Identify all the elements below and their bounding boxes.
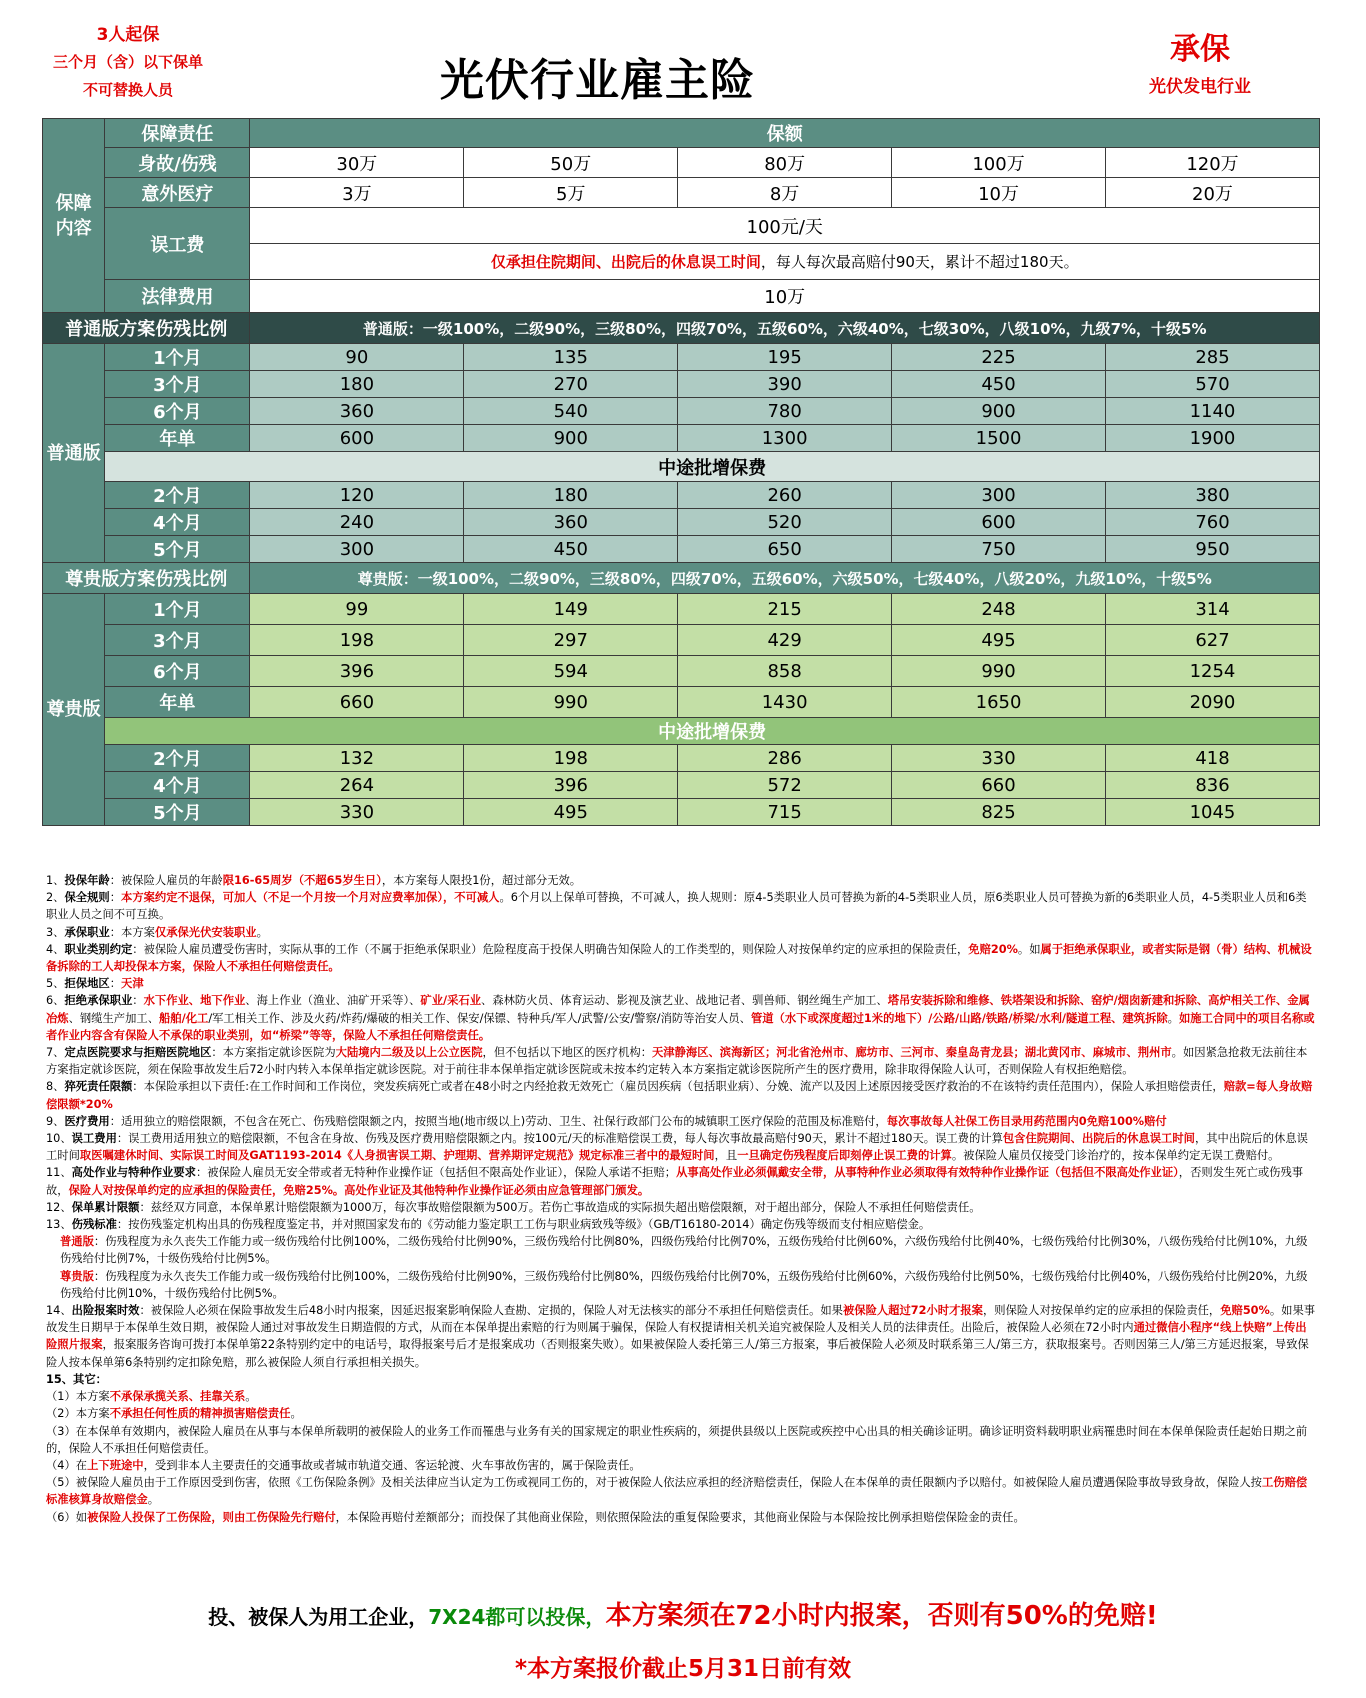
premium-cell: 627 [1105,625,1319,656]
premium-cell: 135 [464,344,678,371]
premium-ratio-text: 尊贵版：一级100%，二级90%，三级80%，四级70%，五级60%，六级50%，七级40%，八级20%，九级10%，十级5% [250,563,1320,594]
premium-cell: 297 [464,625,678,656]
premium-cell: 390 [678,371,892,398]
premium-cell: 495 [464,799,678,826]
premium-cell: 330 [892,745,1106,772]
term-label: 5个月 [105,536,250,563]
premium-cell: 99 [250,594,464,625]
standard-section-label: 普通版 [43,344,105,563]
standard-mid-header: 中途批增保费 [105,452,1320,482]
term-label: 3个月 [105,371,250,398]
note-item: 13、伤残标准：按伤残鉴定机构出具的伤残程度鉴定书，并对照国家发布的《劳动能力鉴定职工工伤与职业病致残等级》（GB/T16180-2014）确定伤残等级而支付相应赔偿金。 [46,1218,931,1232]
premium-cell: 570 [1105,371,1319,398]
note-item: 普通版：伤残程度为永久丧失工作能力或一级伤残给付比例100%，二级伤残给付比例90%，三级伤残给付比例80%，四级伤残给付比例70%，五级伤残给付比例60%，六级伤残给付比例40%，七级伤残给付比例30%，八级伤残给付比例10%，九级伤残给付比例7%，十级伤残给付比例5%。 [60,1235,1308,1266]
premium-cell: 1045 [1105,799,1319,826]
premium-cell: 1254 [1105,656,1319,687]
premium-cell: 132 [250,745,464,772]
coverage-section-label: 保障内容 [43,119,105,313]
term-label: 2个月 [105,482,250,509]
note-item: （2）本方案不承担任何性质的精神损害赔偿责任。 [46,1407,302,1421]
premium-cell: 286 [678,745,892,772]
premium-cell: 650 [678,536,892,563]
note-item: （1）本方案不承保承揽关系、挂靠关系。 [46,1390,257,1404]
min-insured-note: 3人起保 [96,25,160,45]
premium-cell: 825 [892,799,1106,826]
premium-cell: 360 [464,509,678,536]
premium-cell: 1140 [1105,398,1319,425]
term-label: 4个月 [105,772,250,799]
medical-amount: 3万 [250,178,464,208]
premium-cell: 120 [250,482,464,509]
footer-buyer: 投、被保人为用工企业， [208,1605,429,1629]
lost-work-note [250,244,1320,280]
footer-hours: 7X24都可以投保， [428,1605,606,1629]
premium-cell: 780 [678,398,892,425]
page-title: 光伏行业雇主险 [440,55,755,106]
amount-header: 保额 [250,119,1320,148]
premium-cell: 380 [1105,482,1319,509]
footer-validity: *本方案报价截止5月31日前有效 [514,1656,852,1682]
note-item: 7、定点医院要求与拒赔医院地区：本方案指定就诊医院为大陆境内二级及以上公立医院，但不包括以下地区的医疗机构：天津静海区、滨海新区；河北省沧州市、廊坊市、三河市、秦皇岛青龙县；湖北黄冈市、麻城市、荆州市。如因紧急抢救无法前往本方案指定就诊医院，须在保险事故发生后72小时内转入本保单指定就诊医院。对于前往非本保单指定就诊医院或未按本约定转入本方案指定就诊医院所产生的医疗费用，除非取得保险人认可，否则保险人有权拒绝赔偿。 [46,1046,1308,1077]
premium-cell: 248 [892,594,1106,625]
underwriting-scope [1120,30,1280,104]
premium-cell: 418 [1105,745,1319,772]
term-label: 1个月 [105,594,250,625]
plan-table [42,118,1320,826]
premium-cell: 858 [678,656,892,687]
death-amount: 50万 [464,148,678,178]
premium-cell: 330 [250,799,464,826]
premium-cell: 540 [464,398,678,425]
premium-cell: 900 [464,425,678,452]
note-item: （5）被保险人雇员由于工作原因受到伤害，依照《工伤保险条例》及相关法律应当认定为工伤或视同工伤的，对于被保险人依法应承担的经济赔偿责任，保险人在本保单的责任限额内予以赔付。如被保险人雇员遭遇保险事故导致身故，保险人按工伤赔偿标准核算身故赔偿金。 [46,1476,1308,1507]
premium-cell: 1300 [678,425,892,452]
note-item: 11、高处作业与特种作业要求：被保险人雇员无安全带或者无特种作业操作证（包括但不限高处作业证），保险人承诺不拒赔；从事高处作业必须佩戴安全带，从事特种作业必须取得有效特种作业操作证（包括但不限高处作业证），否则发生死亡或伤残事故，保险人对按保单约定的应承担的保险责任，免赔25%。高处作业证及其他特种作业操作证必须由应急管理部门颁发。 [46,1166,1304,1197]
note-item: 6、拒绝承保职业：水下作业、地下作业、海上作业（渔业、油矿开采等）、矿业/采石业、森林防火员、体育运动、影视及演艺业、战地记者、驯兽师、钢丝绳生产加工、塔吊安装拆除和维修、铁塔架设和拆除、窑炉/烟囱新建和拆除、高炉相关工作、金属冶炼、钢缆生产加工、船舶/化工/军工相关工作、涉及火药/炸药/爆破的相关工作、保安/保镖、特种兵/军人/武警/公安/警察/消防等治安人员、管道（水下或深度超过1米的地下）/公路/山路/铁路/桥梁/水利/隧道工程、建筑拆除。如施工合同中的项目名称或者作业内容含有保险人不承保的职业类别，如“桥梁”等等，保险人不承担任何赔偿责任。 [46,994,1315,1042]
premium-cell: 450 [464,536,678,563]
premium-ratio-label: 尊贵版方案伤残比例 [43,563,250,594]
note-item: 15、其它： [46,1372,107,1386]
death-amount: 120万 [1105,148,1319,178]
premium-cell: 215 [678,594,892,625]
medical-amount: 5万 [464,178,678,208]
premium-cell: 198 [464,745,678,772]
footer-notice [0,1595,1366,1632]
lost-work-note-text: ，每人每次最高赔付90天，累计不超过180天。 [760,253,1079,271]
premium-cell: 600 [892,509,1106,536]
premium-cell: 90 [250,344,464,371]
note-item: 9、医疗费用：适用独立的赔偿限额，不包含在死亡、伤残赔偿限额之内，按照当地(地市级以上)劳动、卫生、社保行政部门公布的城镇职工医疗保险的范围及标准赔付，每次事故每人社保工伤目录用药范围内0免赔100%赔付 [46,1114,1167,1128]
premium-cell: 594 [464,656,678,687]
premium-cell: 450 [892,371,1106,398]
standard-ratio-label: 普通版方案伤残比例 [43,313,250,344]
medical-label: 意外医疗 [105,178,250,208]
premium-cell: 264 [250,772,464,799]
premium-cell: 600 [250,425,464,452]
note-item: 10、误工费用：误工费用适用独立的赔偿限额，不包含在身故、伤残及医疗费用赔偿限额之内。按100元/天的标准赔偿误工费，每人每次事故最高赔付90天，累计不超过180天。误工费的计算包含住院期间、出院后的休息误工时间，其中出院后的休息误工时间取医嘱建休时间、实际误工时间及GAT1193-2014《人身损害误工期、护理期、营养期评定规范》规定标准三者中的最短时间，且一旦确定伤残程度后即刻停止误工费的计算。被保险人雇员仅接受门诊治疗的，按本保单约定无误工费赔付。 [46,1132,1308,1163]
premium-cell: 198 [250,625,464,656]
industry-label: 光伏发电行业 [1149,77,1251,97]
premium-cell: 240 [250,509,464,536]
note-item: （6）如被保险人投保了工伤保险，则由工伤保险先行赔付，本保险再赔付差额部分；而投保了其他商业保险，则依照保险法的重复保险要求，其他商业保险与本保险按比例承担赔偿保险金的责任。 [46,1510,1025,1524]
term-label: 6个月 [105,398,250,425]
premium-cell: 396 [250,656,464,687]
note-item: 3、承保职业：本方案仅承保光伏安装职业。 [46,925,268,939]
medical-amount: 20万 [1105,178,1319,208]
premium-cell: 760 [1105,509,1319,536]
premium-cell: 1500 [892,425,1106,452]
note-item: 2、保全规则：本方案约定不退保，可加人（不足一个月按一个月对应费率加保），不可减人。6个月以上保单可替换，不可减人，换人规则：原4-5类职业人员可替换为新的4-5类职业人员，原6类职业人员可替换为新的6类职业人员，4-5类职业人员和6类职业人员之间不可互换。 [46,891,1307,922]
underwriting-label: 承保 [1170,32,1230,67]
note-item: 4、职业类别约定：被保险人雇员遭受伤害时，实际从事的工作（不属于拒绝承保职业）危险程度高于投保人明确告知保险人的工作类型的，则保险人对按保单约定的应承担的保险责任，免赔20%。如属于拒绝承保职业，或者实际是钢（骨）结构、机械设备拆除的工人却投保本方案，保险人不承担任何赔偿责任。 [46,942,1312,974]
premium-cell: 495 [892,625,1106,656]
medical-amount: 8万 [678,178,892,208]
premium-cell: 990 [464,687,678,718]
term-label: 4个月 [105,509,250,536]
standard-ratio-text: 普通版：一级100%，二级90%，三级80%，四级70%，五级60%，六级40%，七级30%，八级10%，九级7%，十级5% [250,313,1320,344]
coverage-col-label: 保障责任 [105,119,250,148]
premium-cell: 1430 [678,687,892,718]
death-amount: 80万 [678,148,892,178]
premium-cell: 270 [464,371,678,398]
note-item: （4）在上下班途中，受到非本人主要责任的交通事故或者城市轨道交通、客运轮渡、火车事故伤害的，属于保险责任。 [46,1458,641,1472]
death-amount: 100万 [892,148,1106,178]
death-label: 身故/伤残 [105,148,250,178]
footer-claim-warning: 本方案须在72小时内报案，否则有50%的免赔! [605,1601,1158,1631]
premium-cell: 300 [892,482,1106,509]
legal-label: 法律费用 [105,280,250,313]
premium-cell: 572 [678,772,892,799]
premium-cell: 180 [250,371,464,398]
premium-cell: 260 [678,482,892,509]
short-term-note: 三个月（含）以下保单 [52,53,203,71]
plan-conditions [48,22,208,104]
note-item: 尊贵版：伤残程度为永久丧失工作能力或一级伤残给付比例100%，二级伤残给付比例90%，三级伤残给付比例80%，四级伤残给付比例70%，五级伤残给付比例60%，六级伤残给付比例50%，七级伤残给付比例40%，八级伤残给付比例20%，九级伤残给付比例10%，十级伤残给付比例5%。 [60,1269,1308,1300]
premium-cell: 1650 [892,687,1106,718]
note-item: （3）在本保单有效期内，被保险人雇员在从事与本保单所载明的被保险人的业务工作而罹患与业务有关的国家规定的职业性疾病的，须提供县级以上医院或疾控中心出具的相关确诊证明。确诊证明资料载明职业病罹患时间在本保单保险责任起始日期之前的，保险人不承担任何赔偿责任。 [46,1424,1308,1455]
premium-cell: 660 [892,772,1106,799]
premium-cell: 225 [892,344,1106,371]
legal-value: 10万 [250,280,1320,313]
premium-cell: 285 [1105,344,1319,371]
premium-cell: 2090 [1105,687,1319,718]
premium-cell: 836 [1105,772,1319,799]
premium-cell: 990 [892,656,1106,687]
premium-cell: 1900 [1105,425,1319,452]
premium-cell: 180 [464,482,678,509]
no-replace-note: 不可替换人员 [82,81,173,99]
term-label: 5个月 [105,799,250,826]
terms-notes [46,872,1316,1526]
premium-cell: 660 [250,687,464,718]
premium-cell: 300 [250,536,464,563]
premium-cell: 396 [464,772,678,799]
note-item: 1、投保年龄：被保险人雇员的年龄限16-65周岁（不超65岁生日），本方案每人限投1份，超过部分无效。 [46,874,582,887]
premium-cell: 360 [250,398,464,425]
medical-amount: 10万 [892,178,1106,208]
note-item: 14、出险报案时效：被保险人必须在保险事故发生后48小时内报案，因延迟报案影响保险人查勘、定损的，保险人对无法核实的部分不承担任何赔偿责任。如果被保险人超过72小时才报案，则保险人对按保单约定的应承担的保险责任，免赔50%。如果事故发生日期早于本保单生效日期，被保险人通过对事故发生日期造假的方式，从而在本保单提出索赔的行为则属于骗保，保险人有权提请相关机关追究被保险人及相关人员的法律责任。出险后，被保险人必须在72小时内通过微信小程序“线上快赔”上传出险照片报案，报案服务咨询可拨打本保单第22条特别约定中的电话号，取得报案号后才是报案成功（否则报案失败）。如果被保险人委托第三人/第三方报案，事后被保险人必须及时联系第三人/第三方，获取报案号。否则因第三人/第三方延迟报案，导致保险人按本保单第6条特别约定扣除免赔，那么被保险人须自行承担相关损失。 [46,1304,1316,1369]
premium-cell: 520 [678,509,892,536]
premium-cell: 195 [678,344,892,371]
lost-work-label: 误工费 [105,208,250,280]
lost-work-note-highlight: 仅承担住院期间、出院后的休息误工时间 [490,253,761,271]
lost-work-value: 100元/天 [250,208,1320,244]
premium-cell: 750 [892,536,1106,563]
premium-cell: 429 [678,625,892,656]
premium-cell: 149 [464,594,678,625]
term-label: 3个月 [105,625,250,656]
premium-cell: 314 [1105,594,1319,625]
premium-cell: 715 [678,799,892,826]
premium-section-label: 尊贵版 [43,594,105,826]
term-label: 2个月 [105,745,250,772]
death-amount: 30万 [250,148,464,178]
premium-cell: 950 [1105,536,1319,563]
note-item: 12、保单累计限额：兹经双方同意，本保单累计赔偿限额为1000万，每次事故赔偿限额为500万。若伤亡事故造成的实际损失超出赔偿限额，对于超出部分，保险人不承担任何赔偿责任。 [46,1200,981,1214]
premium-cell: 900 [892,398,1106,425]
term-label: 1个月 [105,344,250,371]
note-item: 5、拒保地区：天津 [46,977,144,991]
term-label: 年单 [105,425,250,452]
term-label: 年单 [105,687,250,718]
note-item: 8、猝死责任限额：本保险承担以下责任:在工作时间和工作岗位，突发疾病死亡或者在48小时之内经抢救无效死亡（雇员因疾病（包括职业病）、分娩、流产以及因上述原因接受医疗救治的不在该特约责任范围内），保险人承担赔偿责任，赔款=每人身故赔偿限额*20% [46,1080,1313,1111]
term-label: 6个月 [105,656,250,687]
premium-mid-header: 中途批增保费 [105,718,1320,745]
